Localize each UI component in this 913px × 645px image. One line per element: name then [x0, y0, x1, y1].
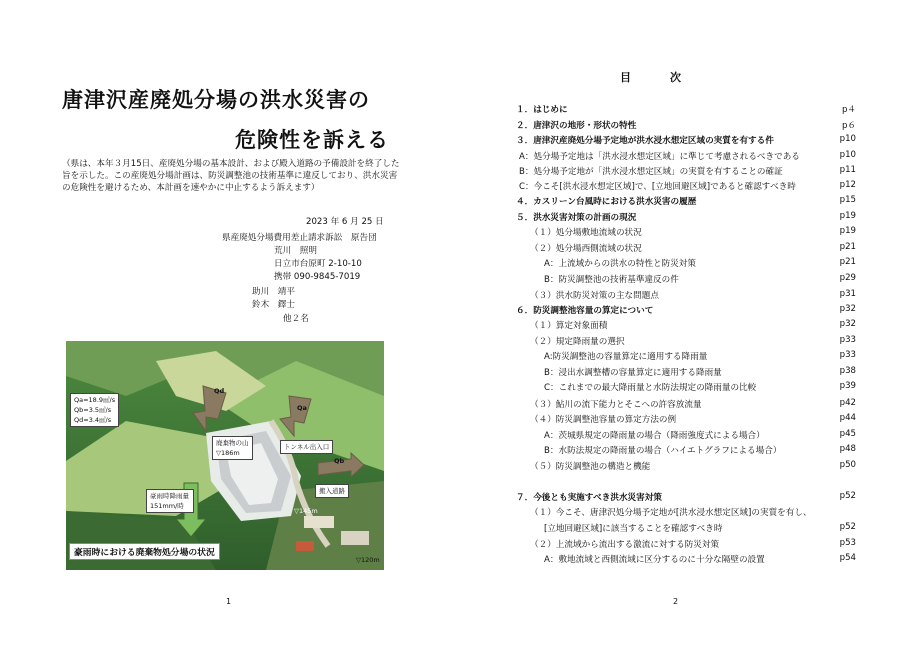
- toc-entry-page: p６: [841, 121, 856, 131]
- rainfall-value: 151mm/時: [150, 502, 184, 510]
- date: 2023 年 6 月 25 日: [306, 217, 384, 227]
- flow-values-box: [70, 393, 119, 427]
- organization: 県産廃処分場費用差止請求訴訟 原告団: [222, 233, 377, 243]
- toc-entry-page: p39: [839, 381, 856, 391]
- toc-entry-text: （５）防災調整池の構造と機能: [530, 462, 651, 472]
- toc-entry: [516, 491, 856, 505]
- toc-entry: [516, 180, 856, 194]
- toc-entry-text: （３）鮎川の流下能力とそこへの許容放流量: [530, 400, 702, 410]
- toc-entry: [516, 119, 856, 133]
- toc-entry-page: p21: [839, 257, 856, 267]
- toc-entry-text: ４．カスリーン台風時における洪水災害の履歴: [516, 197, 697, 207]
- toc-entry-text: ５．洪水災害対策の計画の現況: [516, 213, 637, 223]
- toc-entry: [516, 304, 856, 318]
- toc-entry-text: A：上流域からの洪水の特性と防災対策: [544, 259, 696, 269]
- toc-entry: [516, 273, 856, 287]
- toc-entry-text: C：これまでの最大降雨量と水防法規定の降雨量の比較: [544, 383, 757, 393]
- toc-entry-text: B：処分場予定地が「洪水浸水想定区域」の実質を有することの確証: [519, 167, 783, 177]
- toc-entry-page: p44: [839, 413, 856, 423]
- page-number: 1: [226, 597, 232, 606]
- toc-entry-text: １．はじめに: [516, 105, 568, 115]
- toc-entry-page: p15: [839, 195, 856, 205]
- toc-entry-text: B：防災調整池の技術基準違反の件: [544, 275, 679, 285]
- toc-entry: [516, 242, 856, 256]
- site-illustration: [66, 341, 384, 570]
- toc-entry-page: p19: [839, 226, 856, 236]
- toc-entry-text: A：茨城県規定の降雨量の場合（降雨強度式による場合）: [544, 431, 765, 441]
- qb-value: Qb=3.5㎥/s: [74, 406, 112, 414]
- elevation-120: ▽120m: [356, 556, 380, 564]
- toc-entry-text: ３．唐津沢産廃処分場予定地が洪水浸水想定区域の実質を有する件: [516, 136, 774, 146]
- toc-entry: [516, 429, 856, 443]
- toc-entry: [516, 381, 856, 395]
- address: 日立市台原町 2-10-10: [274, 259, 362, 269]
- toc-entry: [516, 289, 856, 303]
- tunnel-label: トンネル出入口: [280, 440, 333, 454]
- toc-entry-page: p33: [839, 350, 856, 360]
- toc-entry: [516, 134, 856, 148]
- rainfall-title: 豪雨時降雨量: [150, 492, 189, 500]
- toc-entry-page: p32: [839, 304, 856, 314]
- toc-entry-page: p42: [839, 398, 856, 408]
- label-qd: Qd: [214, 387, 225, 395]
- label-qb: Qb: [334, 457, 345, 465]
- toc-entry-text: [立地回避区域]に該当することを確認すべき時: [544, 524, 723, 534]
- toc-entry: [516, 195, 856, 209]
- elevation-145: ▽145m: [294, 507, 318, 515]
- toc-entry-page: p52: [839, 522, 856, 532]
- toc-entry-page: p33: [839, 335, 856, 345]
- toc-entry: [516, 226, 856, 240]
- qd-value: Qd=3.4㎥/s: [74, 416, 112, 424]
- toc-entry: [516, 350, 856, 364]
- toc-entry-page: p38: [839, 366, 856, 376]
- toc-entry: [516, 444, 856, 458]
- toc-entry-text: （２）処分場西側流域の状況: [530, 244, 642, 254]
- toc-entry-page: p50: [839, 460, 856, 470]
- toc-entry-page: p32: [839, 319, 856, 329]
- toc-entry: [516, 460, 856, 474]
- toc-entry-text: （２）上流域から流出する激流に対する防災対策: [530, 540, 720, 550]
- toc-entry-text: A：処分場予定地は「洪水浸水想定区域」に準じて考慮されるべきである: [519, 152, 800, 162]
- toc-entry-text: A：敷地流域と西側流域に区分するのに十分な隔壁の設置: [544, 555, 765, 565]
- toc-entry-page: p４: [841, 105, 856, 115]
- toc-entry-text: ７．今後とも実施すべき洪水災害対策: [516, 493, 662, 503]
- toc-entry: [516, 413, 856, 427]
- toc-entry: [516, 522, 856, 536]
- toc-title: 目 次: [620, 71, 695, 84]
- toc-entry-text: B：水防法規定の降雨量の場合（ハイエトグラフによる場合）: [544, 446, 782, 456]
- toc-entry-text: C：今こそ[洪水浸水想定区域]で、[立地回避区域]であると確認すべき時: [519, 182, 796, 192]
- toc-entry: [516, 257, 856, 271]
- toc-entry-text: ２．唐津沢の地形・形状の特性: [516, 121, 637, 131]
- toc-entry: [516, 538, 856, 552]
- rainfall-box: [146, 489, 194, 513]
- toc-entry-page: p31: [839, 289, 856, 299]
- toc-entry-text: ６．防災調整池容量の算定について: [516, 306, 654, 316]
- toc-entry-page: p52: [839, 491, 856, 501]
- toc-entry-page: p48: [839, 444, 856, 454]
- toc-entry: [516, 366, 856, 380]
- toc-entry-text: B：浸出水調整槽の容量算定に適用する降雨量: [544, 368, 722, 378]
- figure-caption: 豪雨時における廃棄物処分場の状況: [69, 543, 220, 560]
- toc-entry: [516, 398, 856, 412]
- author-name: 他２名: [283, 314, 309, 324]
- author-name: 助川 靖平: [252, 287, 295, 297]
- road-label: 搬入道路: [315, 484, 349, 498]
- toc-entry-page: p45: [839, 429, 856, 439]
- toc-entry-page: p21: [839, 242, 856, 252]
- right-page: [458, 0, 913, 645]
- toc-entry-page: p10: [839, 150, 856, 160]
- toc-entry-text: （１）処分場敷地流域の状況: [530, 228, 642, 238]
- toc-entry-text: A:防災調整池の容量算定に適用する降雨量: [544, 352, 708, 362]
- toc-entry-text: （４）防災調整池容量の算定方法の例: [530, 415, 677, 425]
- toc-entry: [516, 103, 856, 117]
- toc-entry-page: p54: [839, 553, 856, 563]
- toc-entry: [516, 319, 856, 333]
- document-title-line1: 唐津沢産廃処分場の洪水災害の: [62, 88, 370, 112]
- toc-entry-page: p53: [839, 538, 856, 548]
- toc-entry-text: （１）今こそ、唐津沢処分場予定地が[洪水浸水想定区域]の実質を有し、: [530, 508, 812, 518]
- toc-entry: [516, 165, 856, 179]
- toc-entry-page: p11: [839, 165, 856, 175]
- toc-entry: [516, 150, 856, 164]
- toc-entry: [516, 211, 856, 225]
- toc-entry: [516, 335, 856, 349]
- author-name: 鈴木 鐸士: [252, 300, 295, 310]
- author-name: 荒川 照明: [274, 246, 317, 256]
- document-title-line2: 危険性を訴える: [235, 128, 389, 152]
- toc-entry-page: p29: [839, 273, 856, 283]
- toc-entry-page: p19: [839, 211, 856, 221]
- lead-paragraph: （県は、本年３月15日、産廃処分場の基本設計、および殿入道路の予備設計を終了した旨を示した。この産廃処分場計画は、防災調整池の技術基準に違反しており、洪水災害の危険性を避けるため、本計画を速やかに中止するよう訴えます）: [62, 159, 400, 193]
- toc-entry-text: （３）洪水防災対策の主な問題点: [530, 291, 659, 301]
- toc-entry: [516, 506, 856, 520]
- mountain-height: ▽186m: [216, 449, 240, 457]
- label-qa: Qa: [297, 404, 307, 412]
- toc-entry-page: p12: [839, 180, 856, 190]
- phone: 携帯 090-9845-7019: [274, 272, 361, 282]
- toc-entry-page: p10: [839, 134, 856, 144]
- toc-entry-text: （２）規定降雨量の選択: [530, 337, 625, 347]
- left-page: [0, 0, 455, 645]
- toc-entry: [516, 553, 856, 567]
- toc-entry-text: （１）算定対象面積: [530, 321, 608, 331]
- mountain-text: 廃棄物の山: [216, 439, 249, 447]
- mountain-label: [212, 436, 253, 460]
- qa-value: Qa=18.9㎥/s: [74, 396, 116, 404]
- page-number: 2: [673, 597, 679, 606]
